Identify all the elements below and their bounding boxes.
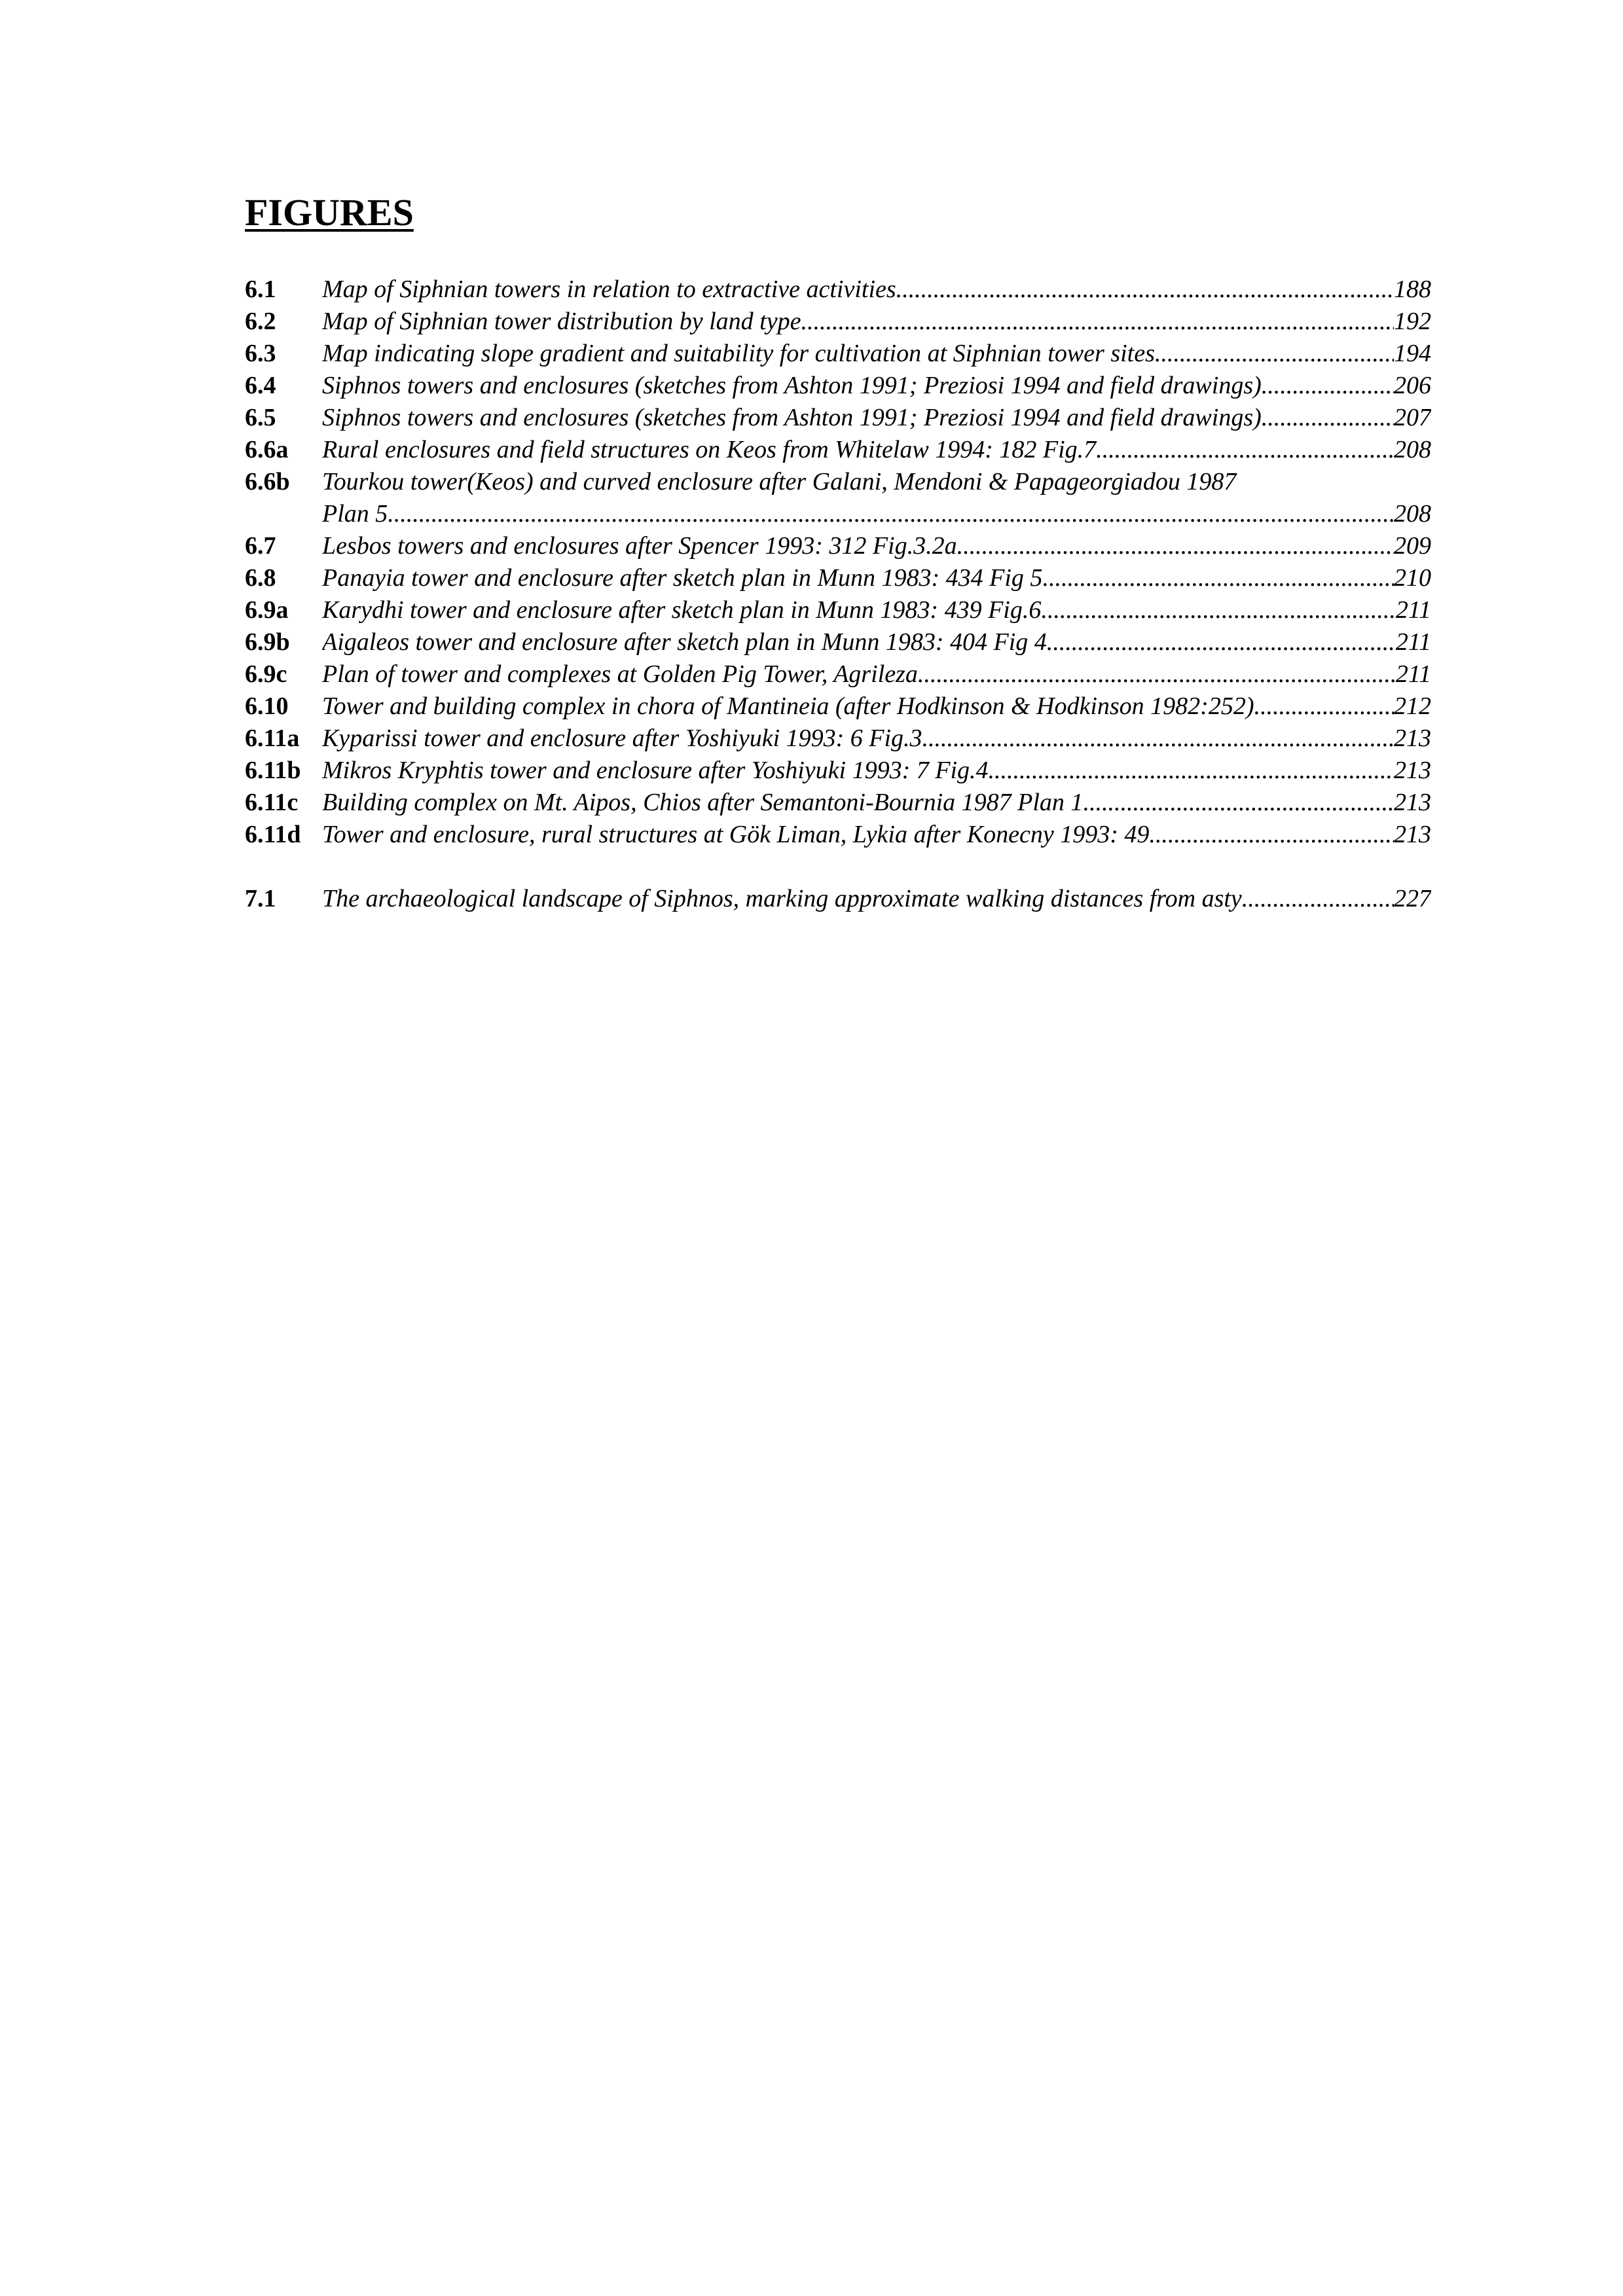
page-number: 207 xyxy=(1394,404,1431,431)
dot-leader xyxy=(922,723,1394,755)
figure-number: 6.11d xyxy=(245,821,301,848)
page-number: 212 xyxy=(1394,692,1431,720)
toc-entry-6-11b[interactable] xyxy=(245,755,1431,787)
toc-entry-6-9b[interactable] xyxy=(245,626,1431,658)
figure-number: 6.11c xyxy=(245,789,299,816)
figure-number: 6.1 xyxy=(245,276,276,303)
page-number: 188 xyxy=(1394,276,1431,303)
figure-caption-line1: Tourkou tower(Keos) and curved enclosure after Galani, Mendoni & Papageorgiadou 1987 xyxy=(322,468,1237,495)
toc-entry-6-3[interactable] xyxy=(245,338,1431,370)
dot-leader xyxy=(957,530,1394,562)
figure-number: 6.4 xyxy=(245,372,276,399)
figure-caption: Lesbos towers and enclosures after Spencer 1993: 312 Fig.3.2a xyxy=(322,532,957,560)
dot-leader xyxy=(1096,434,1394,466)
toc-entry-6-11a[interactable] xyxy=(245,723,1431,755)
toc-entry-6-11d[interactable] xyxy=(245,819,1431,851)
figure-caption: Rural enclosures and field structures on Keos from Whitelaw 1994: 182 Fig.7 xyxy=(322,436,1097,463)
figure-caption: Tower and building complex in chora of Mantineia (after Hodkinson & Hodkinson 1982:252) xyxy=(322,692,1254,720)
figure-caption: Mikros Kryphtis tower and enclosure after Yoshiyuki 1993: 7 Fig.4 xyxy=(322,757,989,784)
dot-leader xyxy=(1042,562,1394,594)
figure-caption: Building complex on Mt. Aipos, Chios after Semantoni-Bournia 1987 Plan 1 xyxy=(322,789,1084,816)
figure-number: 6.6b xyxy=(245,468,290,495)
dot-leader xyxy=(1155,338,1394,370)
dot-leader xyxy=(1149,819,1394,851)
figure-caption: Plan 5 xyxy=(322,500,388,528)
figure-caption: Map indicating slope gradient and suitability for cultivation at Siphnian tower sites xyxy=(322,340,1155,367)
figure-caption: Map of Siphnian towers in relation to extractive activities xyxy=(322,276,896,303)
figure-caption: Siphnos towers and enclosures (sketches from Ashton 1991; Preziosi 1994 and field drawings) xyxy=(322,404,1262,431)
page-number: 211 xyxy=(1395,660,1431,688)
figure-caption: Panayia tower and enclosure after sketch plan in Munn 1983: 434 Fig 5 xyxy=(322,564,1043,592)
page-number: 213 xyxy=(1394,821,1431,848)
figure-number: 6.6a xyxy=(245,436,289,463)
toc-entry-6-11c[interactable] xyxy=(245,787,1431,819)
toc-entry-6-7[interactable] xyxy=(245,530,1431,562)
toc-entry-6-8[interactable] xyxy=(245,562,1431,594)
toc-entry-6-6b[interactable] xyxy=(245,466,1431,530)
toc-entry-6-9a[interactable] xyxy=(245,594,1431,626)
dot-leader xyxy=(1262,402,1394,434)
figure-caption: Aigaleos tower and enclosure after sketch plan in Munn 1983: 404 Fig 4 xyxy=(322,628,1047,656)
page-number: 211 xyxy=(1395,596,1431,624)
page-number: 194 xyxy=(1394,340,1431,367)
figure-number: 6.9a xyxy=(245,596,289,624)
page-number: 208 xyxy=(1394,436,1431,463)
figure-caption: Plan of tower and complexes at Golden Pig Tower, Agrileza xyxy=(322,660,918,688)
figure-caption: Kyparissi tower and enclosure after Yoshiyuki 1993: 6 Fig.3 xyxy=(322,725,922,752)
page-number: 211 xyxy=(1395,628,1431,656)
figure-caption: The archaeological landscape of Siphnos, marking approximate walking distances from asty xyxy=(322,885,1242,912)
toc-entry-6-9c[interactable] xyxy=(245,658,1431,691)
toc-entry-6-10[interactable] xyxy=(245,691,1431,723)
figure-number: 6.3 xyxy=(245,340,276,367)
page-number: 227 xyxy=(1394,885,1431,912)
figures-list xyxy=(245,274,1431,915)
page-number: 210 xyxy=(1394,564,1431,592)
page-number: 213 xyxy=(1394,789,1431,816)
figure-number: 6.8 xyxy=(245,564,276,592)
page-number: 209 xyxy=(1394,532,1431,560)
dot-leader xyxy=(388,498,1394,530)
dot-leader xyxy=(1047,626,1396,658)
toc-entry-6-6a[interactable] xyxy=(245,434,1431,466)
dot-leader xyxy=(989,755,1394,787)
figure-number: 6.9c xyxy=(245,660,287,688)
figure-caption: Siphnos towers and enclosures (sketches from Ashton 1991; Preziosi 1994 and field drawings) xyxy=(322,372,1262,399)
figure-number: 6.9b xyxy=(245,628,290,656)
figure-number: 6.2 xyxy=(245,308,276,335)
dot-leader xyxy=(1041,594,1395,626)
section-gap xyxy=(245,851,1431,883)
figure-number: 6.10 xyxy=(245,692,289,720)
page-number: 208 xyxy=(1394,500,1431,528)
figure-number: 6.5 xyxy=(245,404,276,431)
figure-caption: Tower and enclosure, rural structures at Gök Liman, Lykia after Konecny 1993: 49 xyxy=(322,821,1150,848)
page-number: 206 xyxy=(1394,372,1431,399)
page-number: 192 xyxy=(1394,308,1431,335)
toc-entry-6-4[interactable] xyxy=(245,370,1431,402)
figure-number: 6.11b xyxy=(245,757,301,784)
figure-number: 6.11a xyxy=(245,725,300,752)
dot-leader xyxy=(896,274,1394,306)
figure-caption: Map of Siphnian tower distribution by land type xyxy=(322,308,801,335)
toc-entry-6-1[interactable] xyxy=(245,274,1431,306)
dot-leader xyxy=(1083,787,1394,819)
page-title: FIGURES xyxy=(245,191,414,234)
page-number: 213 xyxy=(1394,725,1431,752)
toc-entry-6-2[interactable] xyxy=(245,306,1431,338)
dot-leader xyxy=(918,658,1396,691)
dot-leader xyxy=(801,306,1394,338)
toc-entry-7-1[interactable] xyxy=(245,883,1431,915)
page-number: 213 xyxy=(1394,757,1431,784)
toc-entry-6-5[interactable] xyxy=(245,402,1431,434)
figure-caption: Karydhi tower and enclosure after sketch plan in Munn 1983: 439 Fig.6 xyxy=(322,596,1042,624)
figure-number: 6.7 xyxy=(245,532,276,560)
dot-leader xyxy=(1242,883,1394,915)
dot-leader xyxy=(1262,370,1394,402)
figure-number: 7.1 xyxy=(245,885,276,912)
dot-leader xyxy=(1254,691,1394,723)
